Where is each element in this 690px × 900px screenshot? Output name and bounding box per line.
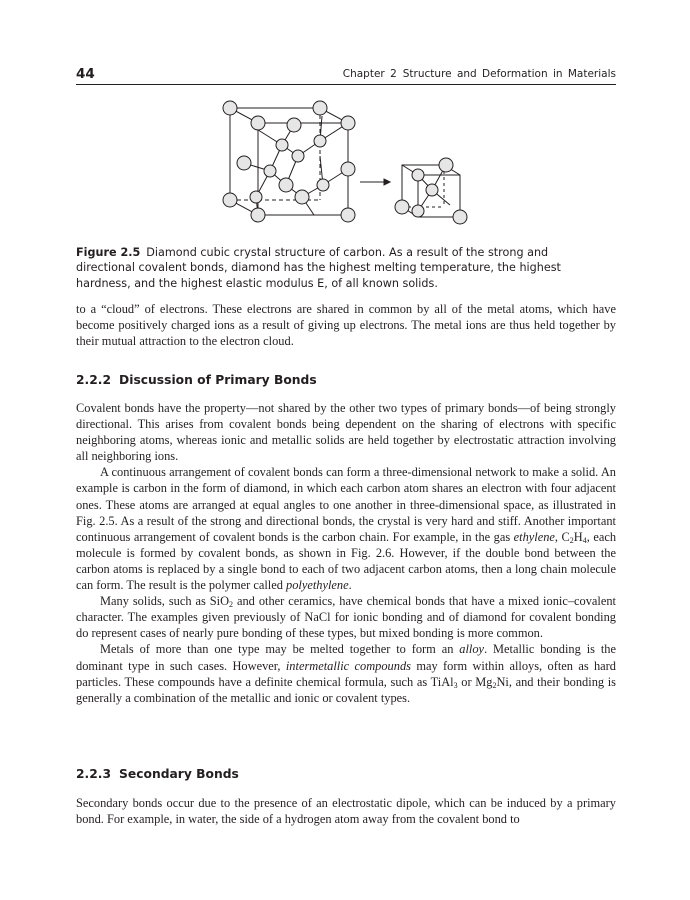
carbon-atom — [295, 190, 309, 204]
carbon-atom — [287, 118, 301, 132]
carbon-atom — [412, 205, 424, 217]
carbon-atom — [317, 179, 329, 191]
section-title: Secondary Bonds — [119, 767, 239, 781]
carbon-atom — [341, 162, 355, 176]
header-rule — [76, 84, 616, 85]
figure-label: Figure 2.5 — [76, 246, 141, 259]
paragraph: A continuous arrangement of covalent bonds can form a three-dimensional network to make a solid. An example is carbon in the form of diamond, in which each carbon atom shares an electron with four adjacent ones. These atoms are arranged at equal angles to one another in three-dimensional space, as illustrated in Fig. 2.5. As a result of the strong and directional bonds, the crystal is very hard and stiff. Another important continuous arrangement of covalent bonds is the carbon chain. For example, in the gas ethylene, $C_2H_4$, each molecule is formed by covalent bonds, as shown in Fig. 2.6. However, if the double bond between the carbon atoms is replaced by a single bond to each of two adjacent carbon atoms, then a long chain molecule can form. The result is the polymer called polyethylene. — [76, 465, 617, 593]
section-number: 2.2.2 — [76, 373, 112, 387]
paragraph: Covalent bonds have the property—not shared by the other two types of primary bonds—of being strongly directional. This arises from covalent bonds being dependent on the sharing of electrons with specific neighboring atoms, whereas ionic and metallic solids are held together by electrostatic attraction involving all neighboring ions. — [76, 401, 616, 464]
carbon-atom — [264, 165, 276, 177]
page-number: 44 — [76, 66, 95, 82]
chapter-title: Structure and Deformation in Materials — [402, 68, 616, 80]
carbon-atom — [395, 200, 409, 214]
running-title — [343, 68, 616, 80]
diamond-crystal-figure — [210, 93, 480, 233]
arrow-head — [384, 179, 390, 185]
paragraph: Metals of more than one type may be melted together to form an alloy. Metallic bonding is the dominant type in such cases. However, intermetallic compounds may form within alloys, often as hard particles. These compounds have a definite chemical formula, such as TiAl$_3$ or $Mg_2Ni$, and their bonding is generally a combination of the metallic and ionic or covalent types. — [76, 642, 617, 705]
carbon-atom — [412, 169, 424, 181]
chapter-label: Chapter 2 — [342, 68, 397, 80]
section-heading-2-2-2 — [76, 373, 317, 387]
caption-text: Diamond cubic crystal structure of carbon. As a result of the strong and directional covalent bonds, diamond has the highest melting temperature, the highest hardness, and the highest elastic modulus E, of all known solids. — [76, 246, 561, 290]
carbon-atom — [251, 208, 265, 222]
carbon-atom — [251, 116, 265, 130]
carbon-atom — [341, 116, 355, 130]
paragraph: Secondary bonds occur due to the presence of an electrostatic dipole, which can be induced by a primary bond. For example, in water, the side of a hydrogen atom away from the covalent bond to — [76, 796, 616, 827]
section-title: Discussion of Primary Bonds — [119, 373, 317, 387]
carbon-atom — [314, 135, 326, 147]
carbon-atom — [223, 193, 237, 207]
figure-caption — [76, 245, 596, 291]
carbon-atom — [426, 184, 438, 196]
carbon-atom — [237, 156, 251, 170]
body-block-2 — [76, 400, 616, 706]
carbon-atom — [313, 101, 327, 115]
carbon-atom — [223, 101, 237, 115]
section-heading-2-2-3 — [76, 767, 239, 781]
section-number: 2.2.3 — [76, 767, 112, 781]
paragraph-continuation: to a “cloud” of electrons. These electrons are shared in common by all of the metal atoms, which have become positively charged ions as a result of giving up electrons. The metal ions are thus held together by their mutual attraction to the electron cloud. — [76, 302, 616, 349]
carbon-atom — [453, 210, 467, 224]
running-header — [76, 66, 616, 84]
carbon-atom — [292, 150, 304, 162]
paragraph: Many solids, such as SiO$_2$ and other ceramics, have chemical bonds that have a mixed ionic–covalent character. The examples given previously of NaCl for ionic bonding and of diamond for covalent bonding do represent cases of nearly pure bonding of these types, but mixed bonding is more common. — [76, 594, 616, 641]
carbon-atom — [250, 191, 262, 203]
carbon-atom — [341, 208, 355, 222]
carbon-atom — [279, 178, 293, 192]
body-block-3 — [76, 795, 616, 827]
carbon-atom — [439, 158, 453, 172]
carbon-atom — [276, 139, 288, 151]
body-block-1 — [76, 301, 616, 349]
